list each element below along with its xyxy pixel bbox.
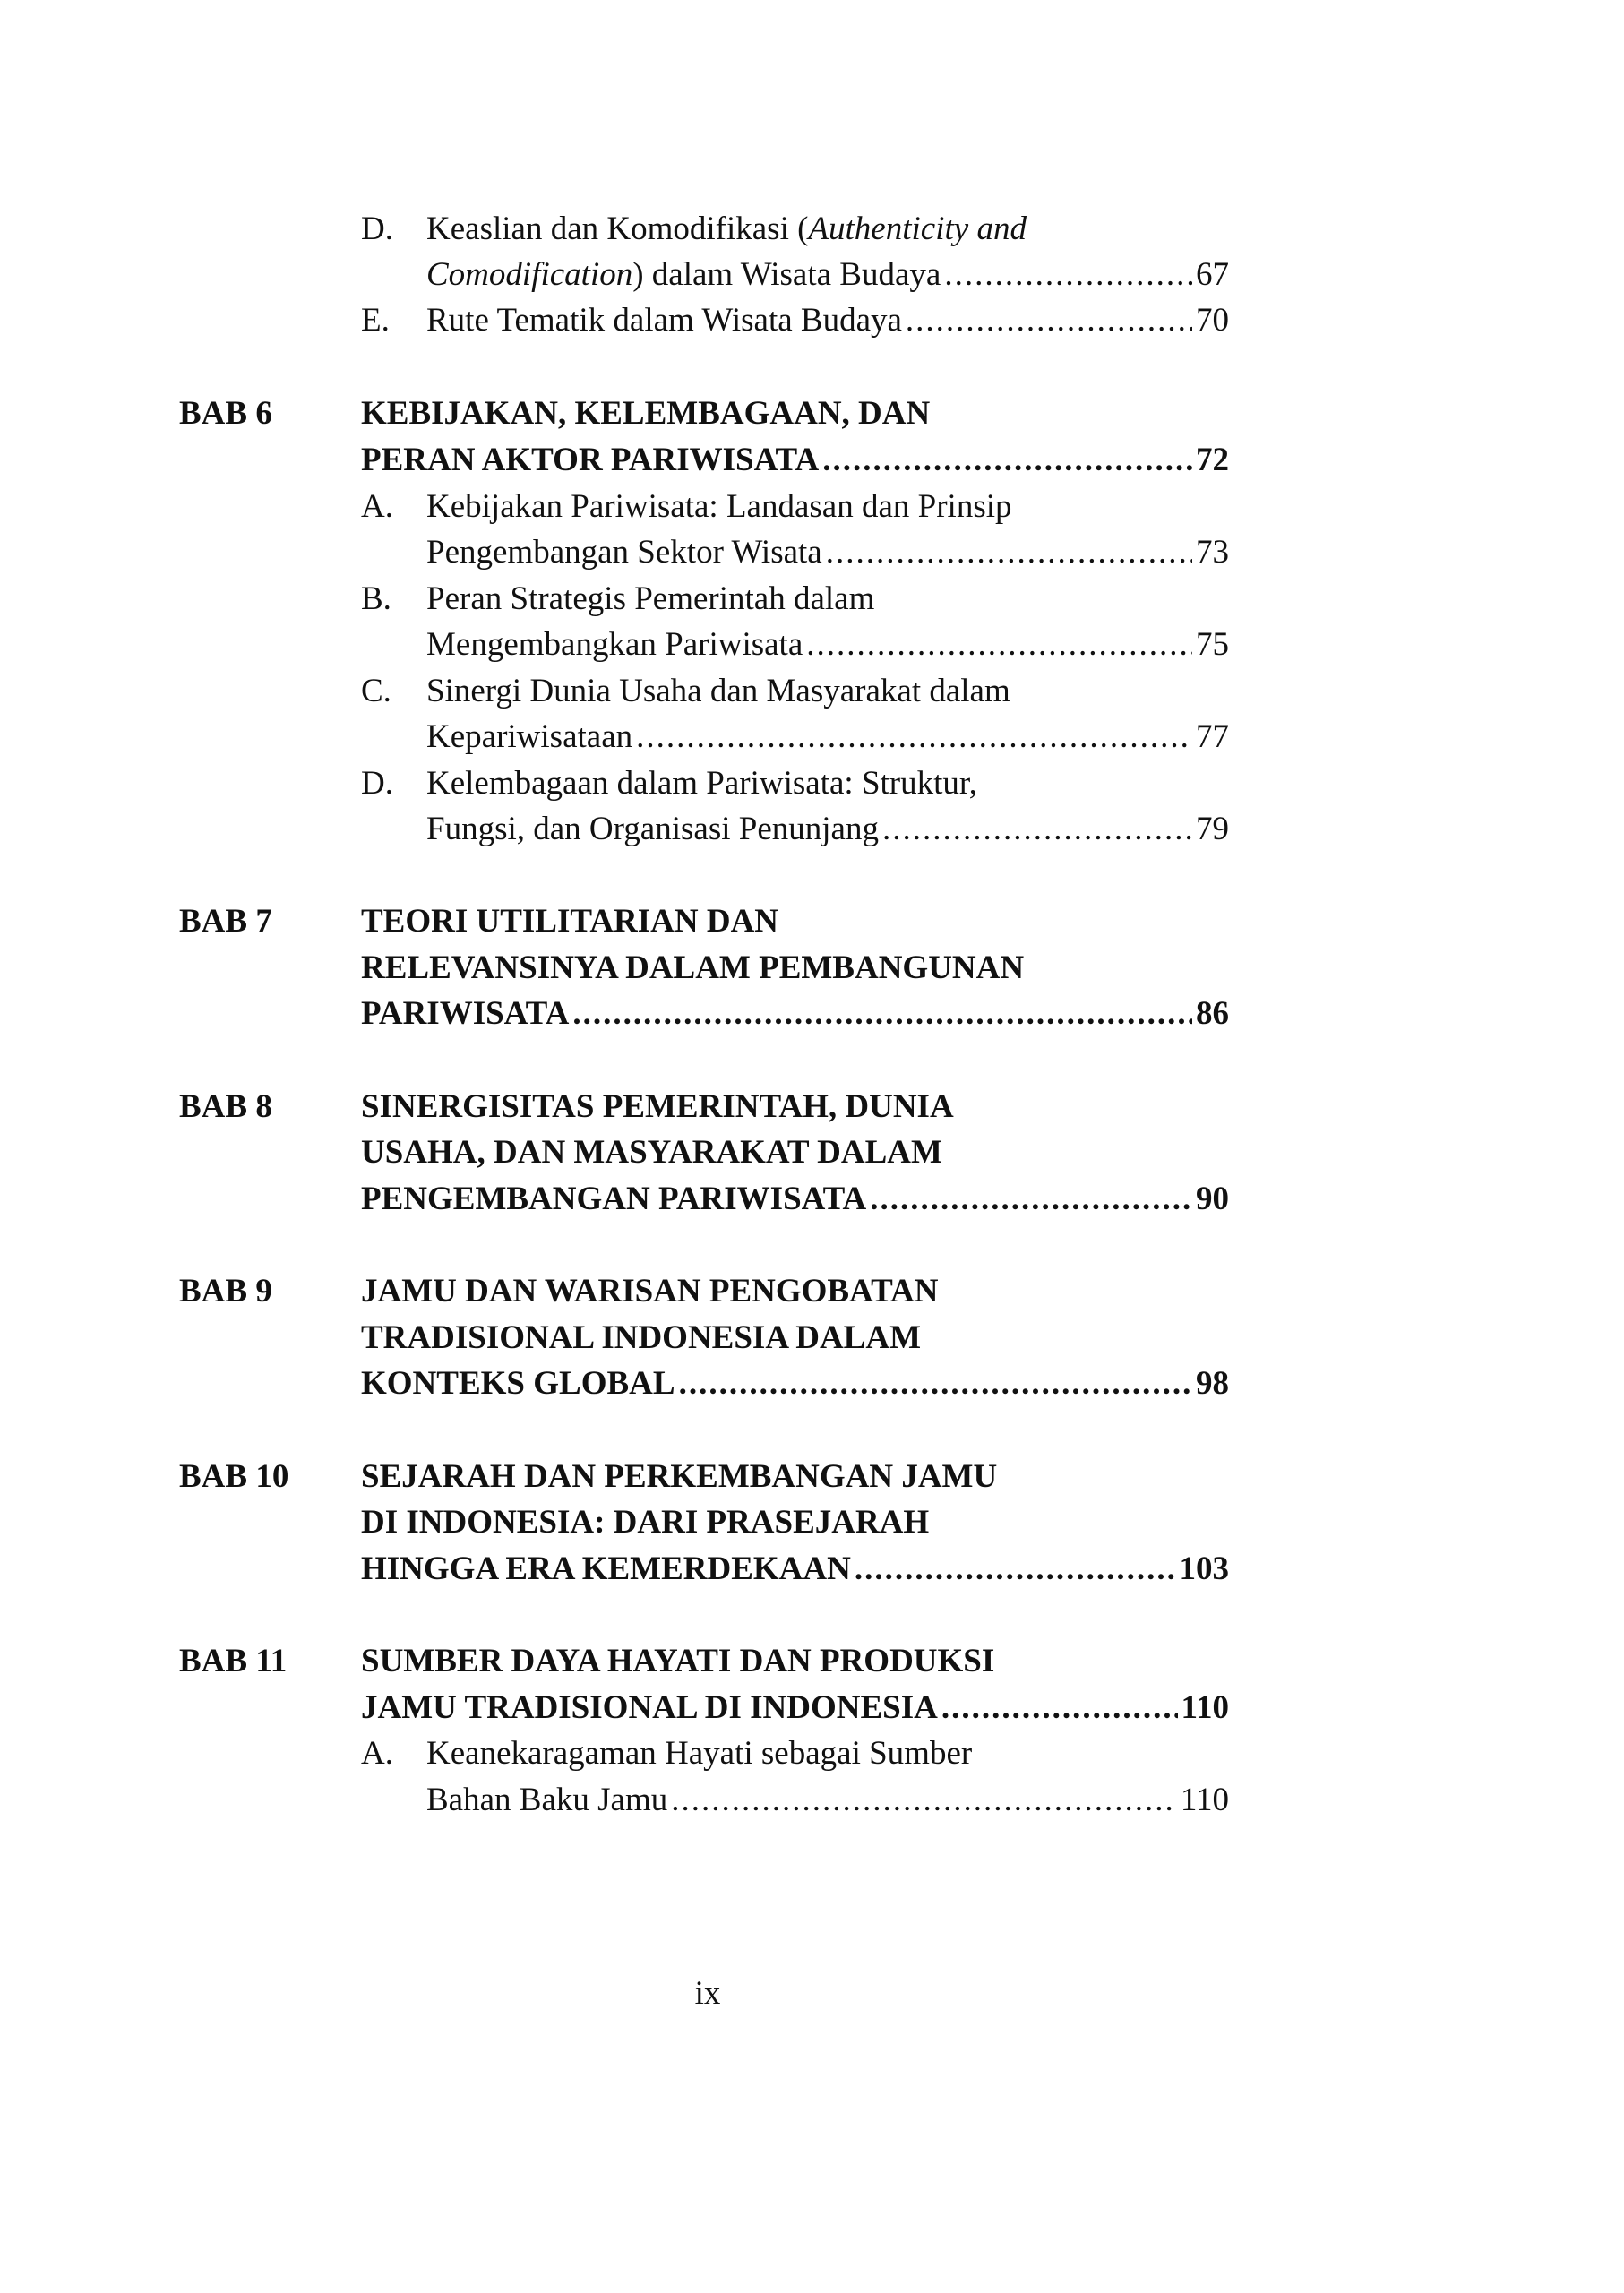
- chapter-title: PERAN AKTOR PARIWISATA: [361, 442, 820, 478]
- entry-text: Keaslian dan Komodifikasi (: [426, 210, 809, 247]
- chapter-title-line1: TEORI UTILITARIAN DAN: [361, 903, 779, 940]
- entry-text-line1: Kebijakan Pariwisata: Landasan dan Prinsip: [426, 488, 1012, 525]
- entry-line2: [426, 806, 1229, 853]
- entry-letter: D.: [361, 765, 393, 802]
- chapter-title-line1: SUMBER DAYA HAYATI DAN PRODUKSI: [361, 1643, 995, 1679]
- page-number: 77: [1196, 718, 1229, 755]
- dot-leader: [826, 529, 1192, 576]
- dot-leader: [906, 297, 1192, 344]
- chapter-title: PENGEMBANGAN PARIWISATA: [361, 1181, 867, 1217]
- page-number: 86: [1196, 995, 1229, 1032]
- page-number: 72: [1196, 442, 1229, 478]
- entry-text-line2: Bahan Baku Jamu: [426, 1782, 668, 1818]
- chapter-label: BAB 6: [179, 395, 272, 432]
- chapter-title-line2: [361, 1685, 1229, 1731]
- page-number: 67: [1196, 256, 1229, 293]
- entry-line2: [426, 622, 1229, 668]
- dot-leader: [944, 252, 1192, 298]
- page-number: 110: [1181, 1689, 1229, 1726]
- page-number: 73: [1196, 534, 1229, 571]
- page-number: 79: [1196, 811, 1229, 847]
- chapter-title-line3: [361, 1176, 1229, 1223]
- dot-leader: [636, 714, 1192, 760]
- page-number: 70: [1196, 302, 1229, 339]
- dot-leader: [806, 622, 1192, 668]
- chapter-label: BAB 11: [179, 1643, 288, 1679]
- entry-line2: [426, 714, 1229, 760]
- chapter-label: BAB 9: [179, 1273, 272, 1310]
- page-number: 103: [1179, 1550, 1229, 1587]
- entry-line2: [426, 252, 1229, 298]
- page-number: 90: [1196, 1181, 1229, 1217]
- entry-text: Rute Tematik dalam Wisata Budaya: [426, 302, 902, 339]
- chapter-title-line2: USAHA, DAN MASYARAKAT DALAM: [361, 1134, 942, 1171]
- dot-leader: [941, 1685, 1178, 1731]
- chapter-title-line1: SINERGISITAS PEMERINTAH, DUNIA: [361, 1088, 954, 1125]
- entry-text-line2: Kepariwisataan: [426, 718, 633, 755]
- dot-leader: [855, 1546, 1176, 1593]
- chapter-title: JAMU TRADISIONAL DI INDONESIA: [361, 1689, 938, 1726]
- dot-leader: [882, 806, 1192, 853]
- chapter-label: BAB 10: [179, 1458, 289, 1495]
- chapter-title-line1: JAMU DAN WARISAN PENGOBATAN: [361, 1273, 939, 1310]
- entry-letter: A.: [361, 488, 393, 525]
- chapter-title: PARIWISATA: [361, 995, 570, 1032]
- chapter-label: BAB 7: [179, 903, 272, 940]
- entry-text-line2: Mengembangkan Pariwisata: [426, 626, 803, 663]
- entry-line: [426, 297, 1229, 344]
- chapter-title-line1: SEJARAH DAN PERKEMBANGAN JAMU: [361, 1458, 998, 1495]
- entry-letter: E.: [361, 302, 390, 339]
- entry-text-line1: Sinergi Dunia Usaha dan Masyarakat dalam: [426, 673, 1010, 709]
- footer-page-number: ix: [694, 1975, 721, 2012]
- chapter-title-line1: KEBIJAKAN, KELEMBAGAAN, DAN: [361, 395, 931, 432]
- entry-line2: [426, 529, 1229, 576]
- chapter-title: HINGGA ERA KEMERDEKAAN: [361, 1550, 851, 1587]
- entry-text-line2: [426, 252, 941, 298]
- chapter-title-line2: RELEVANSINYA DALAM PEMBANGUNAN: [361, 949, 1025, 986]
- entry-text-line2: Fungsi, dan Organisasi Penunjang: [426, 811, 879, 847]
- entry-text-italic: Authenticity and: [808, 210, 1027, 247]
- chapter-title: KONTEKS GLOBAL: [361, 1365, 675, 1402]
- dot-leader: [870, 1176, 1192, 1223]
- page-number: 98: [1196, 1365, 1229, 1402]
- page-number: 110: [1180, 1782, 1229, 1818]
- chapter-label: BAB 8: [179, 1088, 272, 1125]
- chapter-title-line2: TRADISIONAL INDONESIA DALAM: [361, 1319, 922, 1356]
- dot-leader: [671, 1777, 1177, 1824]
- chapter-title-line2: [361, 437, 1229, 484]
- entry-letter: C.: [361, 673, 391, 709]
- entry-text-line1: Kelembagaan dalam Pariwisata: Struktur,: [426, 765, 977, 802]
- entry-text-italic: Comodification: [426, 256, 633, 293]
- entry-text-line1: [426, 206, 1027, 253]
- dot-leader: [679, 1361, 1192, 1407]
- entry-letter: B.: [361, 580, 391, 617]
- entry-letter: A.: [361, 1735, 393, 1772]
- chapter-title-line3: [361, 1546, 1229, 1593]
- page-number: 75: [1196, 626, 1229, 663]
- entry-text-line1: Peran Strategis Pemerintah dalam: [426, 580, 875, 617]
- chapter-title-line2: DI INDONESIA: DARI PRASEJARAH: [361, 1504, 930, 1541]
- entry-text-line1: Keanekaragaman Hayati sebagai Sumber: [426, 1735, 973, 1772]
- entry-line2: [426, 1777, 1229, 1824]
- chapter-title-line3: [361, 1361, 1229, 1407]
- dot-leader: [822, 437, 1192, 484]
- chapter-title-line3: [361, 991, 1229, 1037]
- entry-text-line2: Pengembangan Sektor Wisata: [426, 534, 822, 571]
- entry-letter: D.: [361, 210, 393, 247]
- dot-leader: [572, 991, 1192, 1037]
- entry-text: ) dalam Wisata Budaya: [632, 256, 941, 293]
